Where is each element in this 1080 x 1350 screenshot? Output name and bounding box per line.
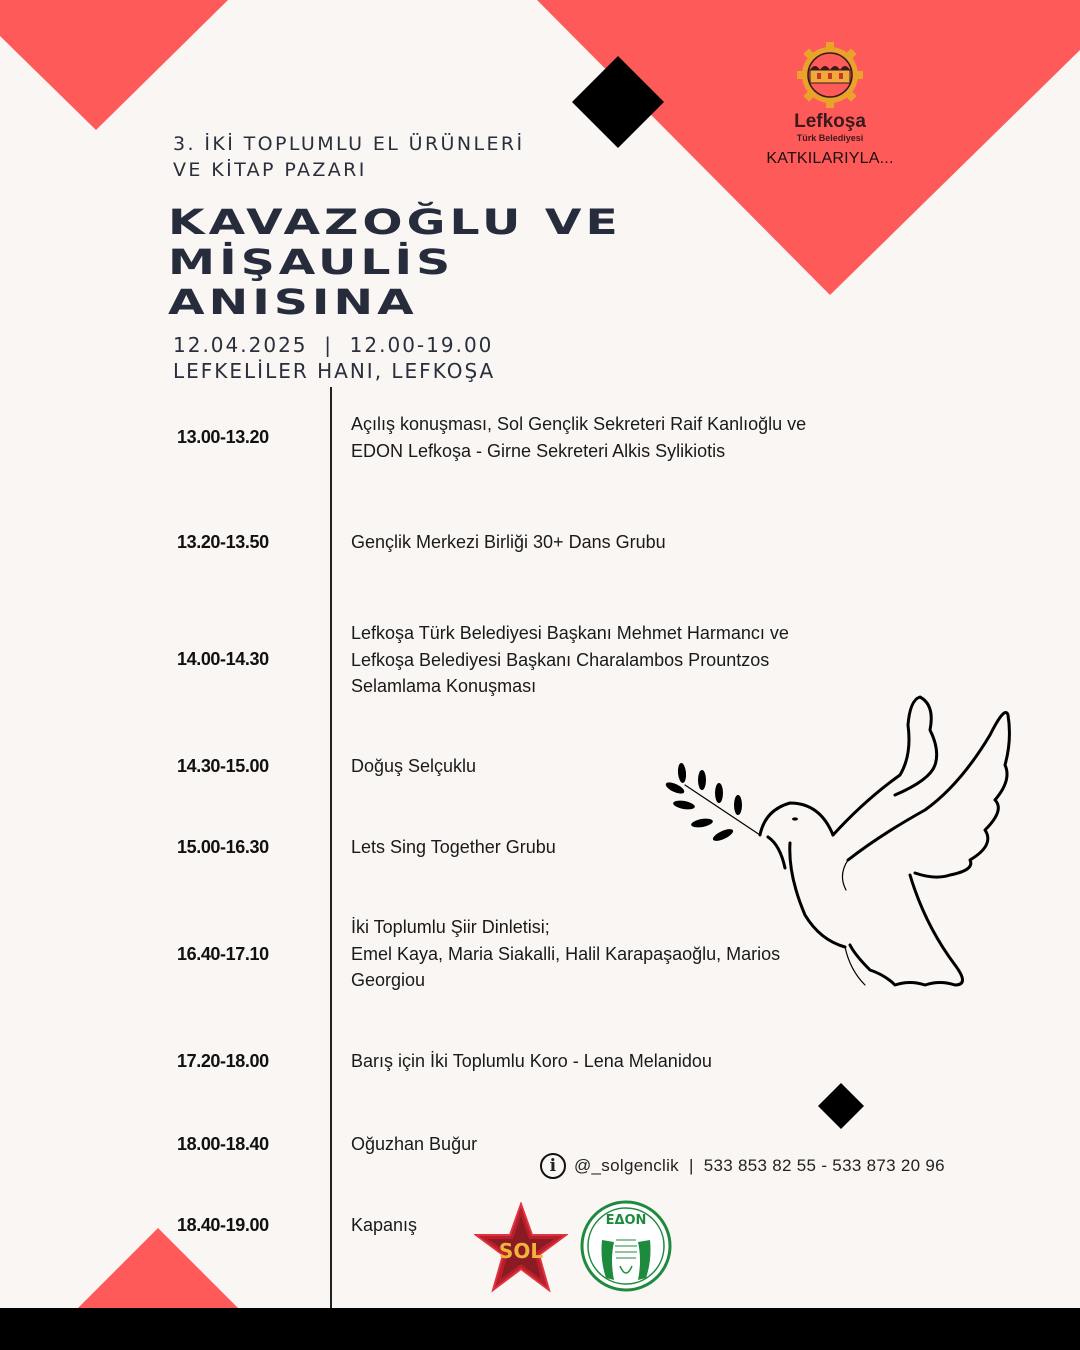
schedule-description	[351, 529, 891, 556]
peace-dove-icon	[650, 685, 1020, 1010]
edon-logo-text: ΕΔΟΝ	[605, 1213, 647, 1228]
edon-logo-icon	[580, 1200, 672, 1292]
event-title	[168, 203, 622, 323]
footer-bar	[0, 1308, 1080, 1350]
sol-logo-text: SOL	[498, 1239, 544, 1263]
schedule-time: 13.20-13.50	[177, 532, 269, 552]
subtitle-line-2: VE KİTAP PAZARI	[173, 159, 367, 181]
description-line: Lefkoşa Türk Belediyesi Başkanı Mehmet Harmancı ve	[351, 623, 789, 643]
schedule-time: 16.40-17.10	[177, 944, 269, 964]
instagram-handle[interactable]: @_solgenclik	[574, 1156, 679, 1175]
event-location: LEFKELİLER HANI, LEFKOŞA	[173, 359, 496, 383]
description-line: Oğuzhan Buğur	[351, 1134, 478, 1154]
contact-separator: |	[688, 1156, 694, 1175]
bottom-left-triangle	[78, 1228, 238, 1308]
subtitle-line-1: 3. İKİ TOPLUMLU EL ÜRÜNLERİ	[173, 133, 525, 155]
small-diamond	[818, 1083, 864, 1129]
description-line: Doğuş Selçuklu	[351, 756, 477, 776]
schedule-time: 18.40-19.00	[177, 1215, 269, 1235]
schedule-time: 17.20-18.00	[177, 1051, 269, 1071]
event-date-location	[173, 332, 495, 384]
olive-leaves-icon	[664, 763, 742, 844]
description-line: Lefkoşa Belediyesi Başkanı Charalambos Prountzos	[351, 649, 770, 670]
description-line: Açılış konuşması, Sol Gençlik Sekreteri Raif Kanlıoğlu ve	[351, 414, 807, 434]
schedule-time: 18.00-18.40	[177, 1134, 269, 1154]
description-line: Emel Kaya, Maria Siakalli, Halil Karapaşaoğlu, Marios	[351, 943, 781, 964]
description-line: İki Toplumlu Şiir Dinletisi;	[351, 917, 550, 937]
phone-numbers: 533 853 82 55 - 533 873 20 96	[703, 1156, 945, 1175]
info-icon: i	[540, 1153, 566, 1179]
schedule-description	[351, 1048, 891, 1075]
description-line: EDON Lefkoşa - Girne Sekreteri Alkis Sylikiotis	[351, 440, 726, 461]
schedule-time: 13.00-13.20	[177, 427, 269, 447]
sponsor-subname: Türk Belediyesi	[796, 133, 864, 143]
schedule-time: 14.00-14.30	[177, 649, 269, 669]
sol-star-logo-icon	[474, 1202, 568, 1294]
description-line: Kapanış	[351, 1215, 418, 1235]
description-line: Lets Sing Together Grubu	[351, 837, 556, 857]
event-subtitle	[173, 131, 524, 183]
description-line: Gençlik Merkezi Birliği 30+ Dans Grubu	[351, 532, 666, 552]
title-line-3: ANISINA	[168, 283, 418, 323]
title-line-2: MİŞAULİS	[168, 243, 455, 283]
schedule-description	[351, 411, 891, 464]
description-line: Barış için İki Toplumlu Koro - Lena Melanidou	[351, 1051, 712, 1071]
description-line: Selamlama Konuşması	[351, 676, 537, 696]
schedule-time: 15.00-16.30	[177, 837, 269, 857]
sponsor-block	[760, 40, 900, 168]
title-line-1: KAVAZOĞLU VE	[168, 203, 622, 243]
lefkosa-municipality-emblem-icon	[795, 40, 865, 110]
event-date-time: 12.04.2025 | 12.00-19.00	[173, 333, 494, 357]
description-line: Georgiou	[351, 970, 426, 990]
top-left-triangle	[0, 0, 228, 130]
schedule-time: 14.30-15.00	[177, 756, 269, 776]
contribution-label: KATKILARIYLA...	[766, 150, 894, 167]
sponsor-name: Lefkoşa	[794, 111, 866, 132]
timeline-divider	[330, 387, 332, 1308]
contact-info	[540, 1153, 945, 1179]
